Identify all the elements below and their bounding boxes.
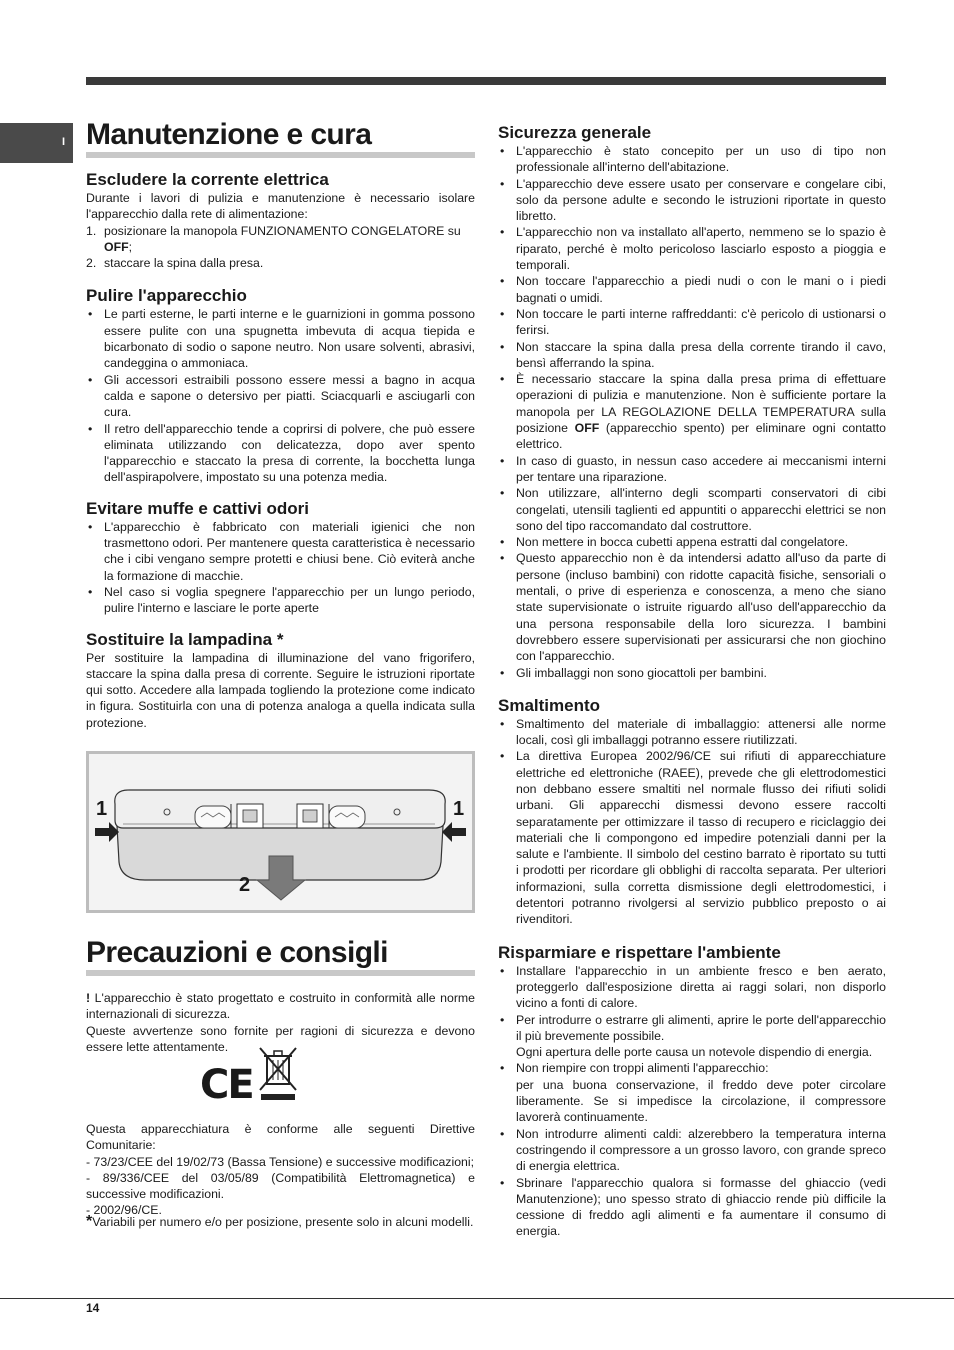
left-directives bbox=[86, 1121, 475, 1231]
list-item: • L'apparecchio non va installato all'aperto, nemmeno se lo spazio è riparato, perché è molto pericoloso lasciarlo esposto a pioggia e temporali. bbox=[498, 224, 886, 273]
list-item: • Il retro dell'apparecchio tende a coprirsi di polvere, che può essere eliminata utilizzando con delicatezza, dopo aver spento l'apparecchio e staccato la presa di corrente, la bocchetta lunga dell'aspirapolvere, impostato su una potenza media. bbox=[86, 421, 475, 486]
section-title-maintenance: Manutenzione e cura bbox=[86, 118, 475, 158]
directive-item: - 89/336/CEE del 03/05/89 (Compatibilità Elettromagnetica) e successive modificazioni. bbox=[86, 1170, 475, 1202]
right-column bbox=[498, 122, 886, 1240]
weee-bin-icon bbox=[258, 1046, 298, 1102]
heading-disposal: Smaltimento bbox=[498, 695, 601, 715]
top-rule bbox=[86, 77, 886, 85]
heading-avoid-mould: Evitare muffe e cattivi odori bbox=[86, 498, 309, 518]
arrow-left-icon bbox=[442, 822, 466, 842]
list-item: • Gli imballaggi non sono giocattoli per bambini. bbox=[498, 665, 886, 681]
lamp-cover-figure bbox=[86, 751, 475, 913]
directive-item: - 2002/96/CE. bbox=[86, 1203, 162, 1218]
language-tab bbox=[0, 123, 73, 163]
list-item: • Smaltimento del materiale di imballaggio: attenersi alle norme locali, così gli imballaggi potranno essere riutilizzati. bbox=[498, 716, 886, 749]
list-item: • Non toccare l'apparecchio a piedi nudi o con le mani o i piedi bagnati o umidi. bbox=[498, 273, 886, 306]
list-item: • Non staccare la spina dalla presa della corrente tirando il cavo, bensì afferrando la spina. bbox=[498, 339, 886, 372]
list-item: • Non mettere in bocca cubetti appena estratti dal congelatore. bbox=[498, 534, 886, 550]
heading-save-energy: Risparmiare e rispettare l'ambiente bbox=[498, 942, 781, 962]
left-column bbox=[86, 118, 475, 731]
list-disposal bbox=[498, 716, 886, 928]
list-save-energy-cont bbox=[498, 1060, 886, 1076]
heading-clean-appliance: Pulire l'apparecchio bbox=[86, 286, 247, 306]
list-disconnect-steps bbox=[86, 223, 475, 272]
figure-label-bottom: 2 bbox=[239, 874, 251, 896]
list-item: • In caso di guasto, in nessun caso accedere ai meccanismi interni per tentare una riparazione. bbox=[498, 453, 886, 486]
paragraph-safety-design: ! L'apparecchio è stato progettato e costruito in conformità alle norme internazionali di sicurezza. bbox=[86, 991, 475, 1022]
list-save-energy-end bbox=[498, 1126, 886, 1240]
list-item-continuation: Ogni apertura delle porte causa un notevole dispendio di energia. bbox=[516, 1045, 873, 1060]
heading-disconnect-power: Escludere la corrente elettrica bbox=[86, 170, 329, 189]
heading-replace-bulb: Sostituire la lampadina * bbox=[86, 629, 284, 649]
page-number: 14 bbox=[86, 1301, 100, 1315]
list-item: • Installare l'apparecchio in un ambiente fresco e ben aerato, proteggerlo dall'esposizione diretta ai raggi solari, non disporlo vicino a fonti di calore. bbox=[498, 963, 886, 1012]
list-item: • Gli accessori estraibili possono essere messi a bagno in acqua calda e sapone o detersivo per piatti. Sciacquarli e asciugarli con cura. bbox=[86, 372, 475, 421]
list-item: • È necessario staccare la spina dalla presa prima di effettuare operazioni di pulizia e manutenzione. Non è sufficiente portare la manopola per LA REGOLAZIONE DELLA TEMPERATURA sulla posizione OFF (apparecchio spento) per eliminare ogni contatto elettrico. bbox=[498, 371, 886, 452]
list-item: • Non introdurre alimenti caldi: alzerebbero la temperatura interna costringendo il compressore a un grosso lavoro, con grande spreco di energia elettrica. bbox=[498, 1126, 886, 1175]
list-item: • L'apparecchio è stato concepito per un uso di tipo non professionale all'interno dell'abitazione. bbox=[498, 143, 886, 176]
list-item: • Questo apparecchio non è da intendersi adatto all'uso da parte di persone (incluso bambini) con ridotte capacità fisiche, sensoriali o mentali, o prive di esperienza e conoscenza, a meno che siano state supervisionate o istruite riguardo all'uso dell'apparecchio da una persona responsabile della loro sicurezza. I bambini dovrebbero essere supervisionati per assicurarsi che non giochino con l'apparecchio. bbox=[498, 550, 886, 664]
figure-label-left: 1 bbox=[96, 798, 108, 820]
list-general-safety bbox=[498, 143, 886, 681]
list-item: • Sbrinare l'apparecchio qualora si formasse del ghiaccio (vedi Manutenzione); uno spesso strato di ghiaccio rende più difficile la cessione di freddo agli alimenti e fa aumentare il consumo di energia. bbox=[498, 1175, 886, 1240]
paragraph-warnings: Queste avvertenze sono fornite per ragioni di sicurezza e devono essere lette attentamente. bbox=[86, 1023, 475, 1054]
list-item: • L'apparecchio deve essere usato per conservare e congelare cibi, solo da persone adulte e secondo le istruzioni riportate in questo libretto. bbox=[498, 176, 886, 225]
footnote: *Variabili per numero e/o per posizione, presente solo in alcuni modelli. bbox=[86, 1213, 474, 1231]
list-item: • Le parti esterne, le parti interne e le guarnizioni in gomma possono essere pulite con una spugnetta imbevuta di acqua tiepida e bicarbonato di sodio o sapone neutro. Non usare solventi, abrasivi, candeggina o ammoniaca. bbox=[86, 306, 475, 371]
list-item: • L'apparecchio è fabbricato con materiali igienici che non trasmettono odori. Per mantenere questa caratteristica è necessario che i cibi vengano sempre protetti e chiusi bene. Ciò eviterà anche la formazione di macchie. bbox=[86, 519, 475, 584]
section-title-precautions: Precauzioni e consigli bbox=[86, 936, 475, 976]
list-item: • Non utilizzare, all'interno degli scomparti conservatori di cibi congelati, utensili taglienti ed appuntiti o apparecchi elettrici se non sono del tipo raccomandato dal costruttore. bbox=[498, 485, 886, 534]
directive-item: - 73/23/CEE del 19/02/73 (Bassa Tensione) e successive modificazioni; bbox=[86, 1154, 475, 1169]
list-item: • La direttiva Europea 2002/96/CE sui rifiuti di apparecchiature elettriche ed elettroniche (RAEE), prevede che gli elettrodomestici non debbano essere smaltiti nel normale flusso dei rifiuti solidi urbani. Gli apparecchi dismessi devono essere raccolti separatamente per ottimizzare il tasso di recupero e riciclaggio dei materiali che li compongono ed impedire potenziali danni per la salute e l'ambiente. Il simbolo del cestino barrato è riportato su tutti i prodotti per ricordare gli obblighi di raccolta separata. Per ulteriori informazioni, sulla corretta dismissione degli elettrodomestici, i detentori potranno rivolgersi al servizio pubblico preposto o ai rivenditori. bbox=[498, 748, 886, 927]
list-item-continuation: per una buona conservazione, il freddo deve poter circolare liberamente. Se si impedisce la circolazione, il compressore lavorerà continuamente. bbox=[516, 1077, 886, 1125]
list-item: • Per introdurre o estrarre gli alimenti, aprire le porte dell'apparecchio il più brevemente possibile. bbox=[498, 1012, 886, 1045]
list-item: • Non toccare le parti interne raffreddanti: c'è pericolo di ustionarsi o ferirsi. bbox=[498, 306, 886, 339]
list-save-energy bbox=[498, 963, 886, 1044]
heading-general-safety: Sicurezza generale bbox=[498, 123, 652, 142]
lamp-cover-illustration bbox=[89, 754, 472, 910]
paragraph-replace-bulb: Per sostituire la lampadina di illuminazione del vano frigorifero, staccare la spina dalla presa di corrente. Seguire le istruzioni riportate qui sotto. Accedere alla lampada togliendo la protezione come indicato in figura. Sostituirla con una di potenza analoga a quella indicata sulla protezione. bbox=[86, 650, 475, 730]
arrow-right-icon bbox=[95, 822, 119, 842]
list-mould bbox=[86, 519, 475, 617]
language-label: I bbox=[62, 136, 66, 148]
ce-mark: CE bbox=[200, 1062, 253, 1108]
list-item: • Nel caso si voglia spegnere l'apparecchio per un lungo periodo, pulire l'interno e lasciare le porte aperte bbox=[86, 584, 475, 617]
left-column-lower bbox=[86, 936, 475, 1055]
list-clean bbox=[86, 306, 475, 485]
list-item: 2. staccare la spina dalla presa. bbox=[86, 256, 264, 271]
paragraph-disconnect: Durante i lavori di pulizia e manutenzione è necessario isolare l'apparecchio dalla rete di alimentazione: bbox=[86, 191, 475, 222]
list-item: • Non riempire con troppi alimenti l'apparecchio: bbox=[498, 1060, 886, 1076]
list-item: 1. posizionare la manopola FUNZIONAMENTO CONGELATORE su OFF; bbox=[86, 223, 461, 254]
directives-intro: Questa apparecchiatura è conforme alle seguenti Direttive Comunitarie: bbox=[86, 1122, 475, 1153]
footer-rule bbox=[0, 1298, 954, 1299]
figure-label-right: 1 bbox=[453, 798, 465, 820]
